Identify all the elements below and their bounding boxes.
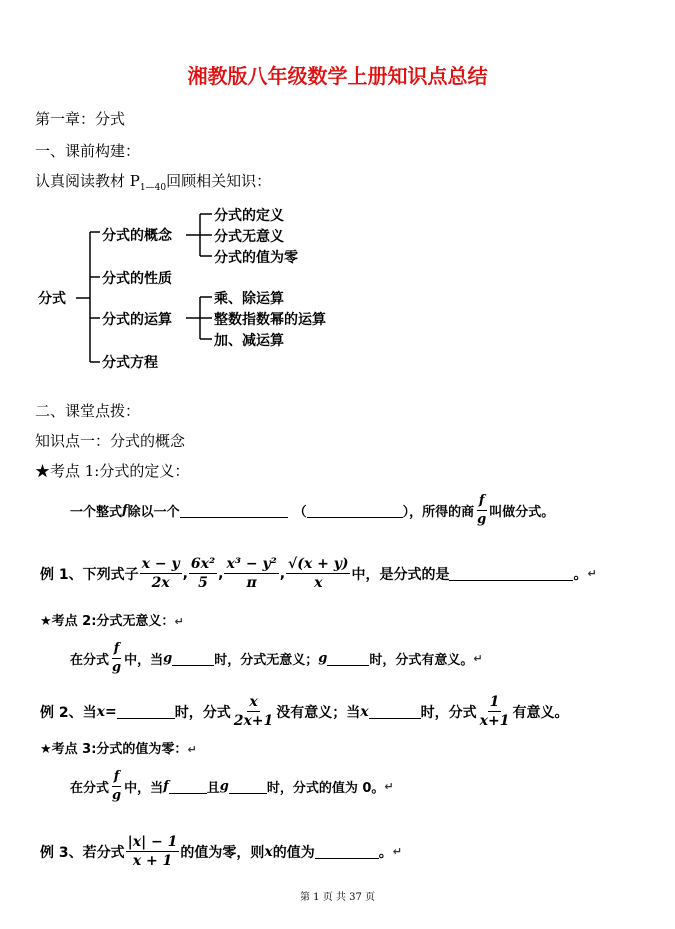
blank[interactable] bbox=[180, 503, 288, 518]
tree-branch-concept: 分式的概念 bbox=[102, 228, 172, 244]
blank[interactable] bbox=[369, 704, 421, 719]
example-2: 例 2、当 x = 时，分式 $\frac{x}{2x+1}$ 没有意义；当 x 时，分式 $\frac{1}{x+1}$ 有意义。 bbox=[40, 694, 569, 729]
blank[interactable] bbox=[315, 844, 379, 859]
test-point-1: ★考点 1:分式的定义： bbox=[35, 462, 190, 480]
tree-branch-equation: 分式方程 bbox=[102, 355, 158, 371]
undefined-condition: 在分式 $\frac{f}{g}$ 中，当 g 时，分式无意义； g 时，分式有意义。 ↵ bbox=[70, 641, 483, 675]
tree-leaf: 整数指数幂的运算 bbox=[214, 312, 326, 328]
test-point-3: ★考点 3:分式的值为零：↵ bbox=[40, 742, 197, 757]
blank[interactable] bbox=[117, 704, 175, 719]
definition-line: 一个整式 f 除以一个 （ ），所得的商 $\frac{f}{g}$ 叫做分式。 bbox=[70, 493, 555, 527]
page-title: 湘教版八年级数学上册知识点总结 bbox=[187, 64, 488, 88]
tree-leaf: 加、减运算 bbox=[214, 333, 284, 349]
blank[interactable] bbox=[307, 503, 403, 518]
example-1: 例 1、下列式子 $\frac{x - y}{2x}$ , $\frac{\text{6x²}}{5}$ , $\frac{\text{x³ − y²}}{\pi}$ , $\frac{√(x + y)}{x}$ 中，是分式的是 。 ↵ bbox=[40, 556, 597, 591]
chapter-heading: 第一章：分式 bbox=[35, 110, 126, 128]
section-heading-2: 二、课堂点拨： bbox=[35, 402, 141, 420]
blank[interactable] bbox=[449, 566, 573, 581]
section-heading-1: 一、课前构建： bbox=[35, 142, 141, 160]
example-3: 例 3、若分式 $\frac{|x| - 1}{x + 1}$ 的值为零，则 x 的值为 。 ↵ bbox=[40, 834, 402, 869]
reading-instruction: 认真阅读教材 $P_{1—40}$回顾相关知识： bbox=[35, 172, 272, 193]
blank[interactable] bbox=[327, 651, 369, 666]
tree-root: 分式 bbox=[38, 291, 66, 307]
tree-branch-operation: 分式的运算 bbox=[102, 312, 172, 328]
tree-leaf: 分式的定义 bbox=[214, 208, 284, 224]
tree-branch-property: 分式的性质 bbox=[102, 271, 172, 287]
zero-condition: 在分式 $\frac{f}{g}$ 中，当 f 且 g 时，分式的值为 0。 ↵ bbox=[70, 769, 394, 803]
blank[interactable] bbox=[169, 779, 207, 794]
page-footer: 第 1 页 共 37 页 bbox=[300, 892, 375, 903]
blank[interactable] bbox=[172, 651, 214, 666]
tree-leaf: 乘、除运算 bbox=[214, 291, 284, 307]
test-point-2: ★考点 2:分式无意义：↵ bbox=[40, 614, 184, 629]
tree-leaf: 分式无意义 bbox=[214, 229, 284, 245]
tree-leaf: 分式的值为零 bbox=[214, 250, 298, 266]
knowledge-point-1: 知识点一：分式的概念 bbox=[35, 432, 186, 450]
blank[interactable] bbox=[229, 779, 267, 794]
concept-tree-lines bbox=[0, 0, 675, 400]
